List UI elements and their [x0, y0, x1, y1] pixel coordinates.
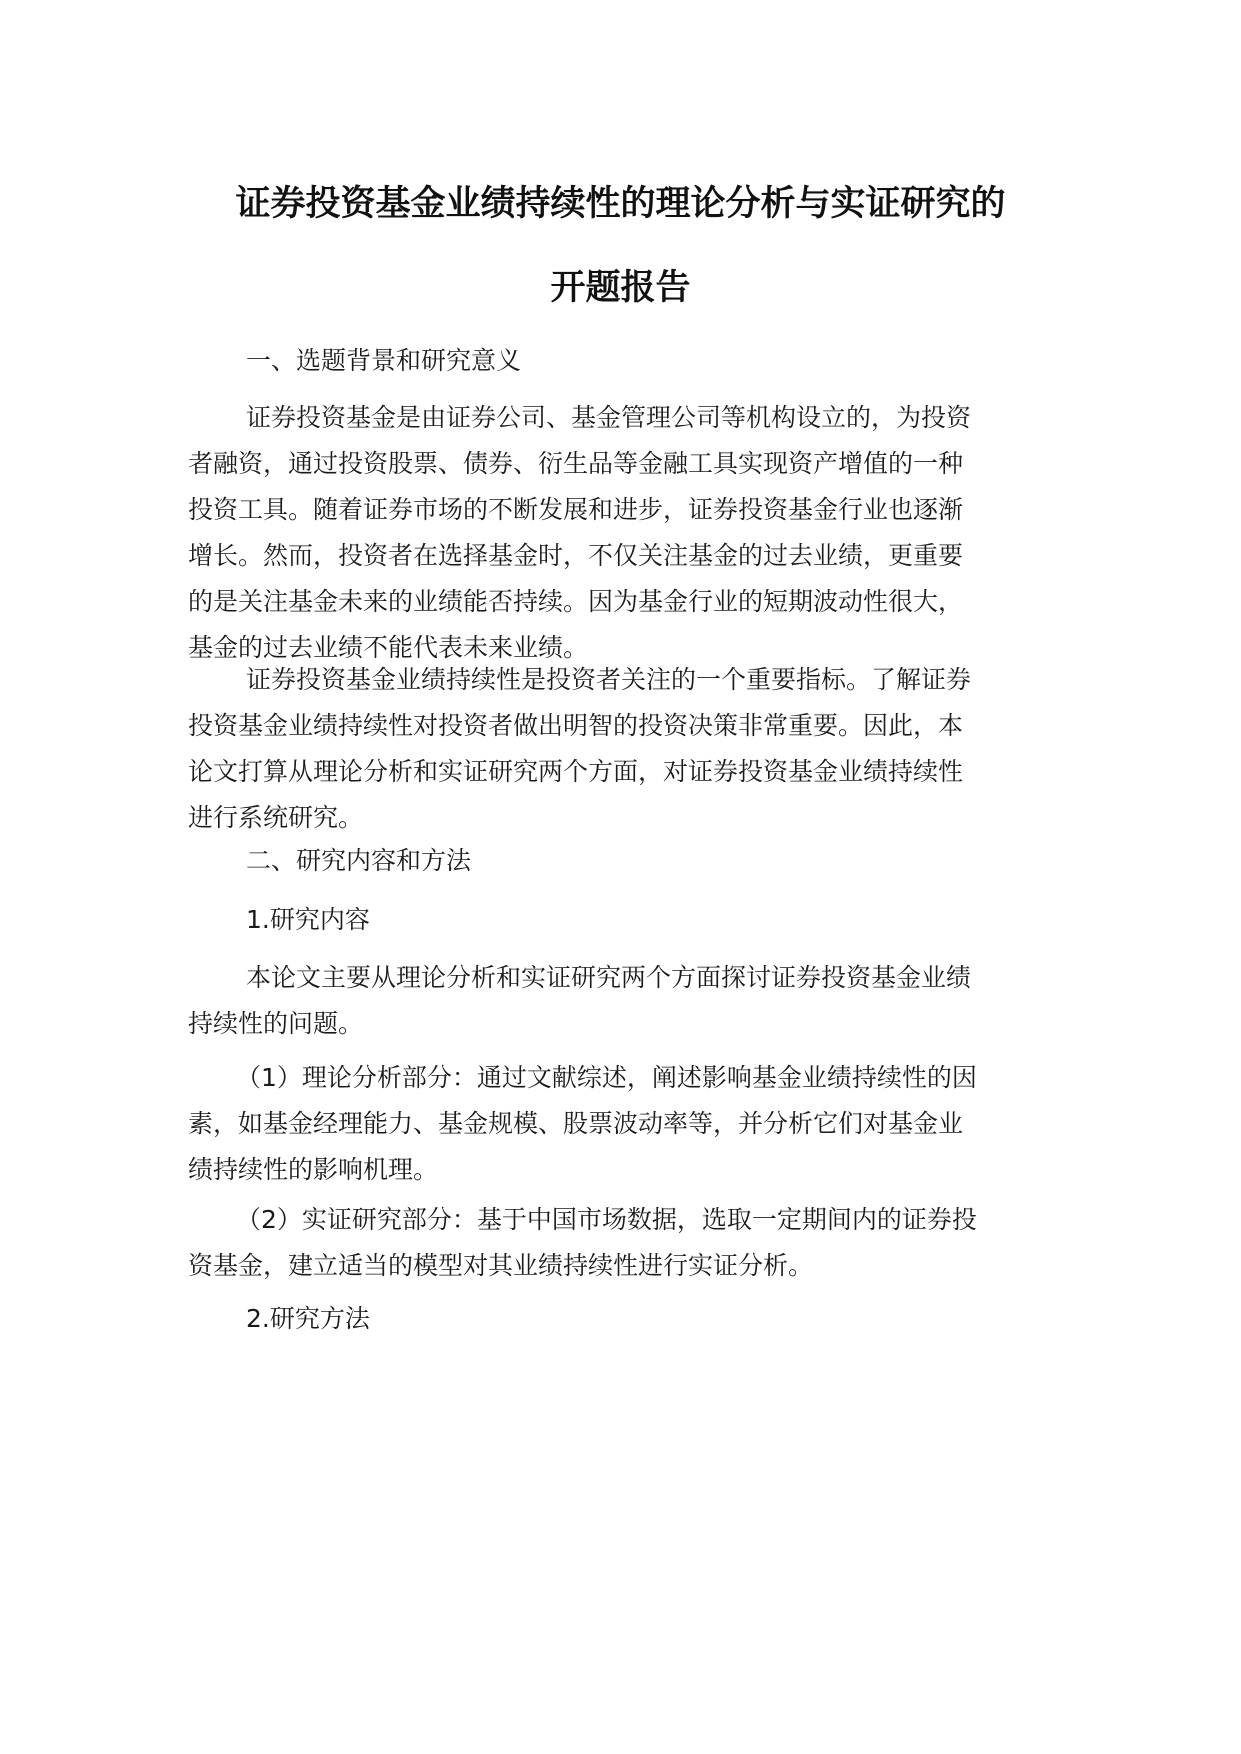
paragraph-line: 投资工具。随着证券市场的不断发展和进步，证券投资基金行业也逐渐: [188, 495, 964, 524]
paragraph-line: 的是关注基金未来的业绩能否持续。因为基金行业的短期波动性很大，: [188, 587, 964, 616]
section-1-heading: 一、选题背景和研究意义: [246, 346, 522, 375]
paragraph-empirical-part: [188, 1197, 1056, 1289]
paragraph-significance: [188, 657, 1056, 841]
paragraph-line: 素，如基金经理能力、基金规模、股票波动率等，并分析它们对基金业: [188, 1109, 964, 1138]
section-2-heading: 二、研究内容和方法: [246, 846, 472, 875]
paragraph-line: 增长。然而，投资者在选择基金时，不仅关注基金的过去业绩，更重要: [188, 541, 964, 570]
document-title-line-2: 开题报告: [550, 268, 691, 308]
paragraph-line: 本论文主要从理论分析和实证研究两个方面探讨证券投资基金业绩: [246, 963, 972, 992]
subsection-1-heading: 1.研究内容: [246, 905, 370, 934]
paragraph-line: 绩持续性的影响机理。: [188, 1155, 439, 1184]
paragraph-background: [188, 395, 1056, 671]
paragraph-theory-part: [188, 1055, 1056, 1193]
paragraph-line: 者融资，通过投资股票、债券、衍生品等金融工具实现资产增值的一种: [188, 449, 964, 478]
paragraph-line: （2）实证研究部分：基于中国市场数据，选取一定期间内的证券投: [236, 1205, 977, 1234]
paragraph-line: 证券投资基金业绩持续性是投资者关注的一个重要指标。了解证券: [246, 665, 972, 694]
paragraph-line: 投资基金业绩持续性对投资者做出明智的投资决策非常重要。因此，本: [188, 711, 964, 740]
document-title-line-1: 证券投资基金业绩持续性的理论分析与实证研究的: [235, 184, 1006, 224]
paragraph-line: 进行系统研究。: [188, 803, 364, 832]
paragraph-line: 持续性的问题。: [188, 1009, 364, 1038]
paragraph-line: （1）理论分析部分：通过文献综述，阐述影响基金业绩持续性的因: [236, 1063, 977, 1092]
paragraph-line: 基金的过去业绩不能代表未来业绩。: [188, 633, 589, 662]
subsection-2-heading: 2.研究方法: [246, 1304, 370, 1333]
paragraph-research-content: [188, 955, 1056, 1047]
paragraph-line: 证券投资基金是由证券公司、基金管理公司等机构设立的，为投资: [246, 403, 972, 432]
paragraph-line: 资基金，建立适当的模型对其业绩持续性进行实证分析。: [188, 1251, 814, 1280]
paragraph-line: 论文打算从理论分析和实证研究两个方面，对证券投资基金业绩持续性: [188, 757, 964, 786]
